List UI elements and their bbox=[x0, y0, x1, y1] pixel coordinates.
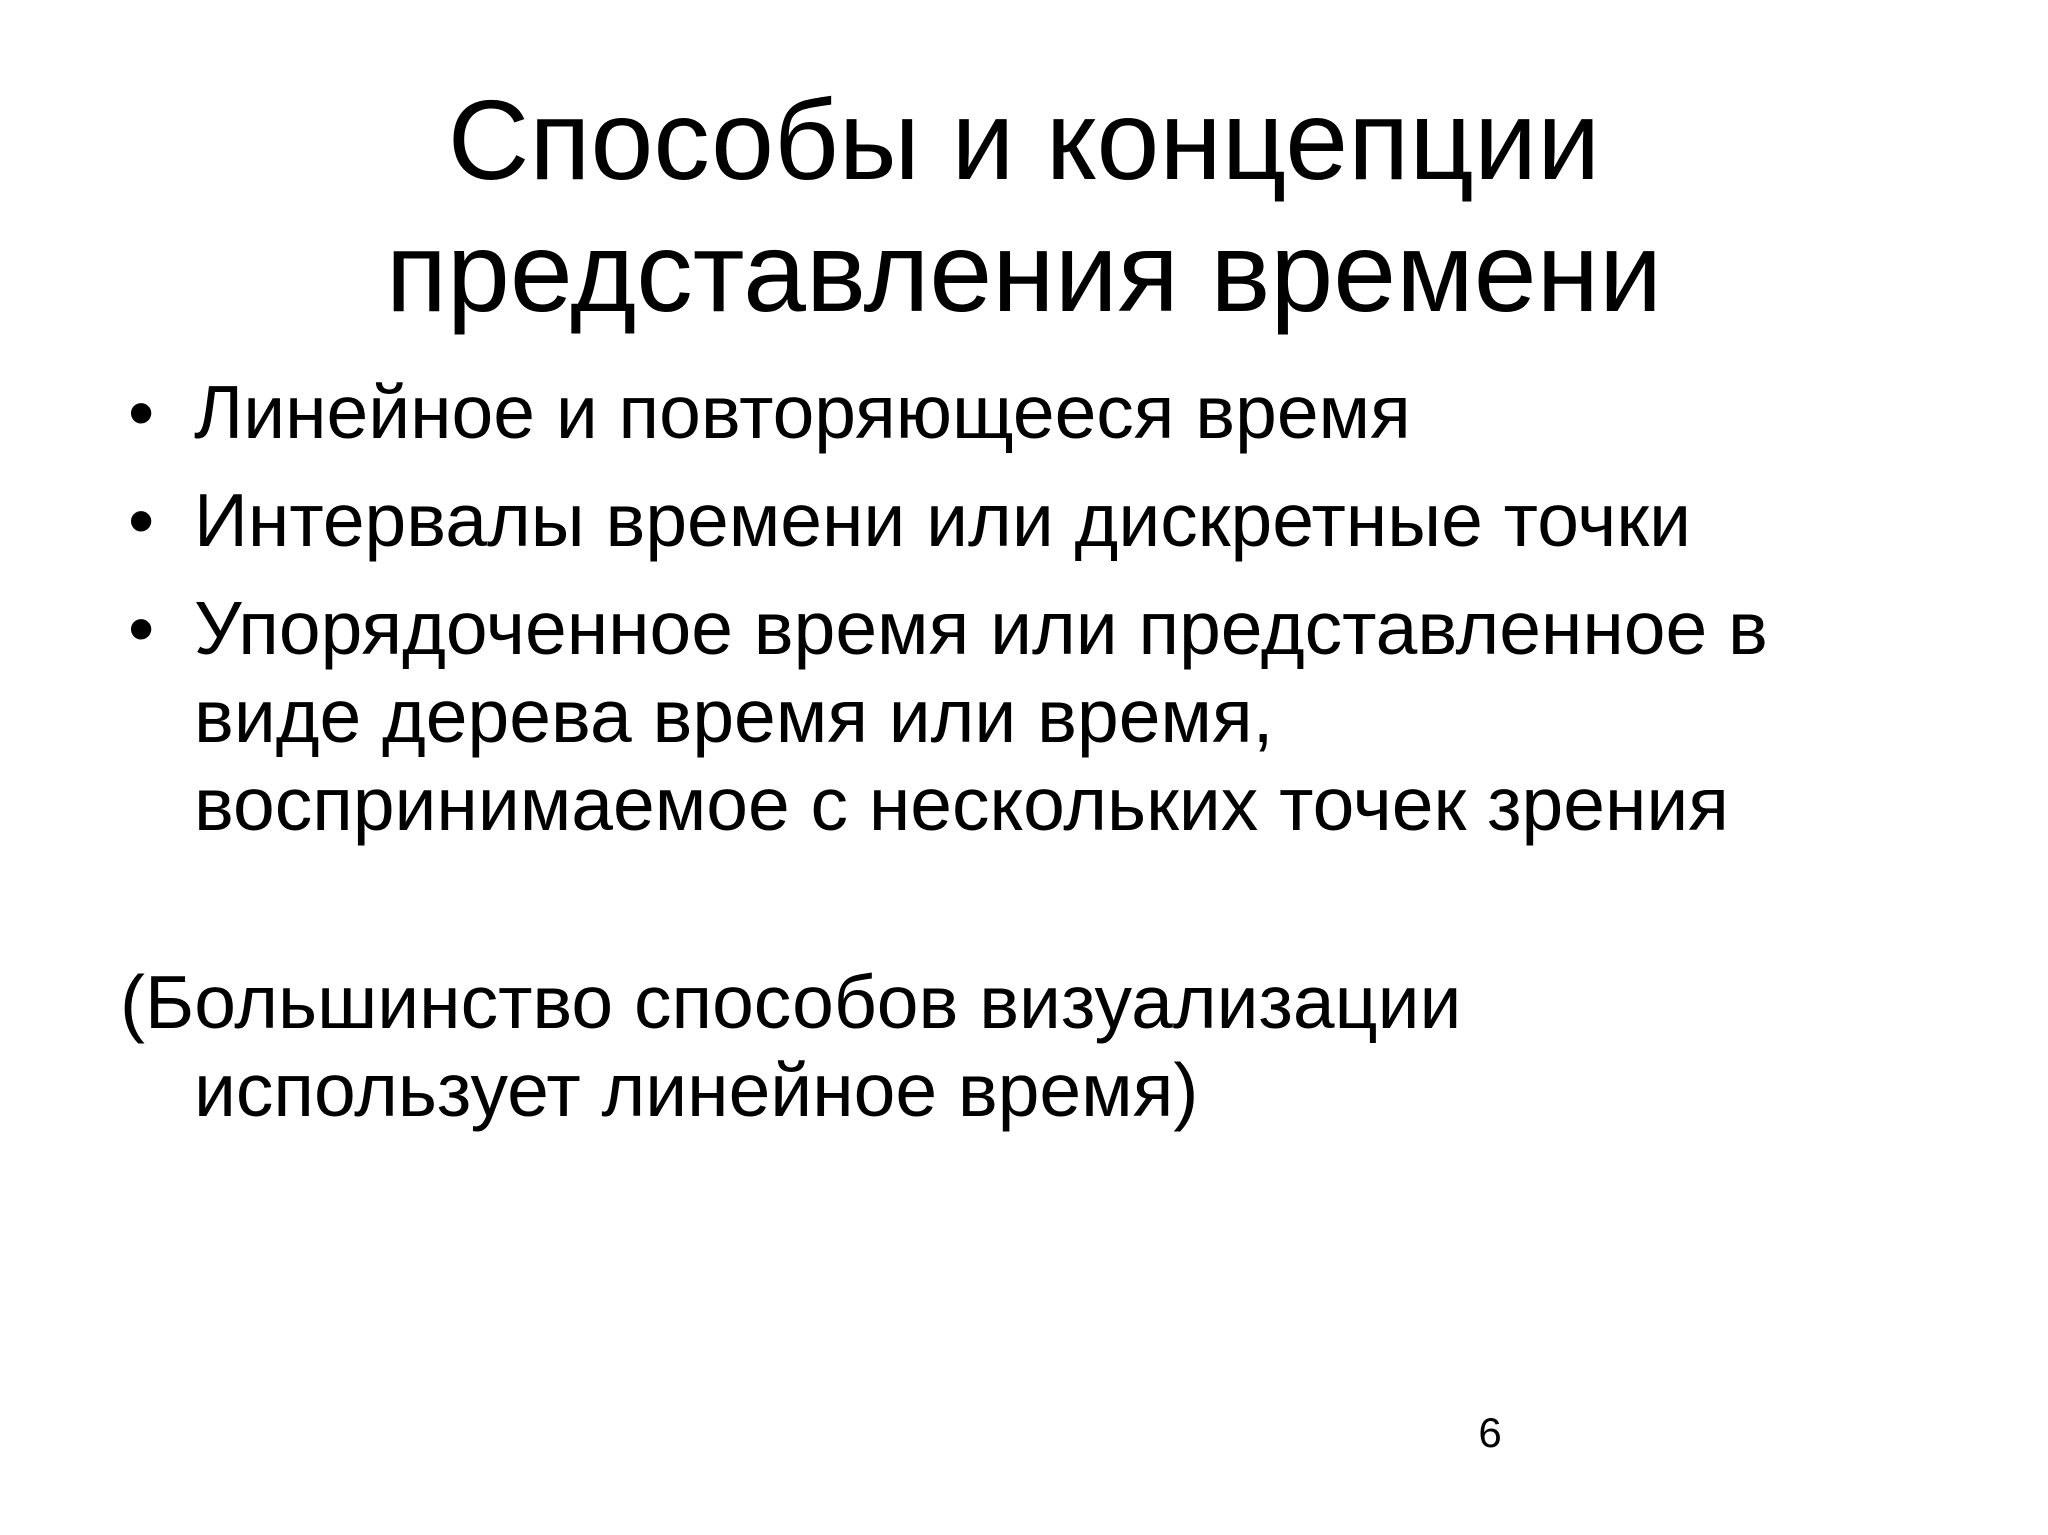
bullet-marker: • bbox=[128, 586, 155, 670]
note-text: (Большинство способов визуализации bbox=[120, 960, 1462, 1044]
bullet-item bbox=[120, 476, 1980, 564]
bullet-text: Упорядоченное время или представленное в bbox=[194, 586, 1768, 670]
slide-title bbox=[0, 74, 2048, 338]
bullet-item bbox=[120, 368, 1980, 456]
note-paragraph bbox=[120, 958, 1980, 1134]
slide-title-line: Способы и концепции bbox=[447, 77, 1601, 203]
slide-title-line: представления времени bbox=[385, 209, 1663, 335]
bullet-text: Интервалы времени или дискретные точки bbox=[194, 478, 1692, 562]
bullet-text: виде дерева время или время, bbox=[194, 674, 1274, 758]
bullet-marker: • bbox=[128, 478, 155, 562]
page-number: 6 bbox=[1478, 1409, 1502, 1456]
bullet-text: воспринимаемое с нескольких точек зрения bbox=[194, 762, 1729, 846]
bullet-item bbox=[120, 584, 1980, 848]
note-text: использует линейное время) bbox=[194, 1048, 1199, 1132]
bullet-marker: • bbox=[128, 370, 155, 454]
bullet-text: Линейное и повторяющееся время bbox=[194, 370, 1411, 454]
bullet-list bbox=[120, 368, 1980, 868]
